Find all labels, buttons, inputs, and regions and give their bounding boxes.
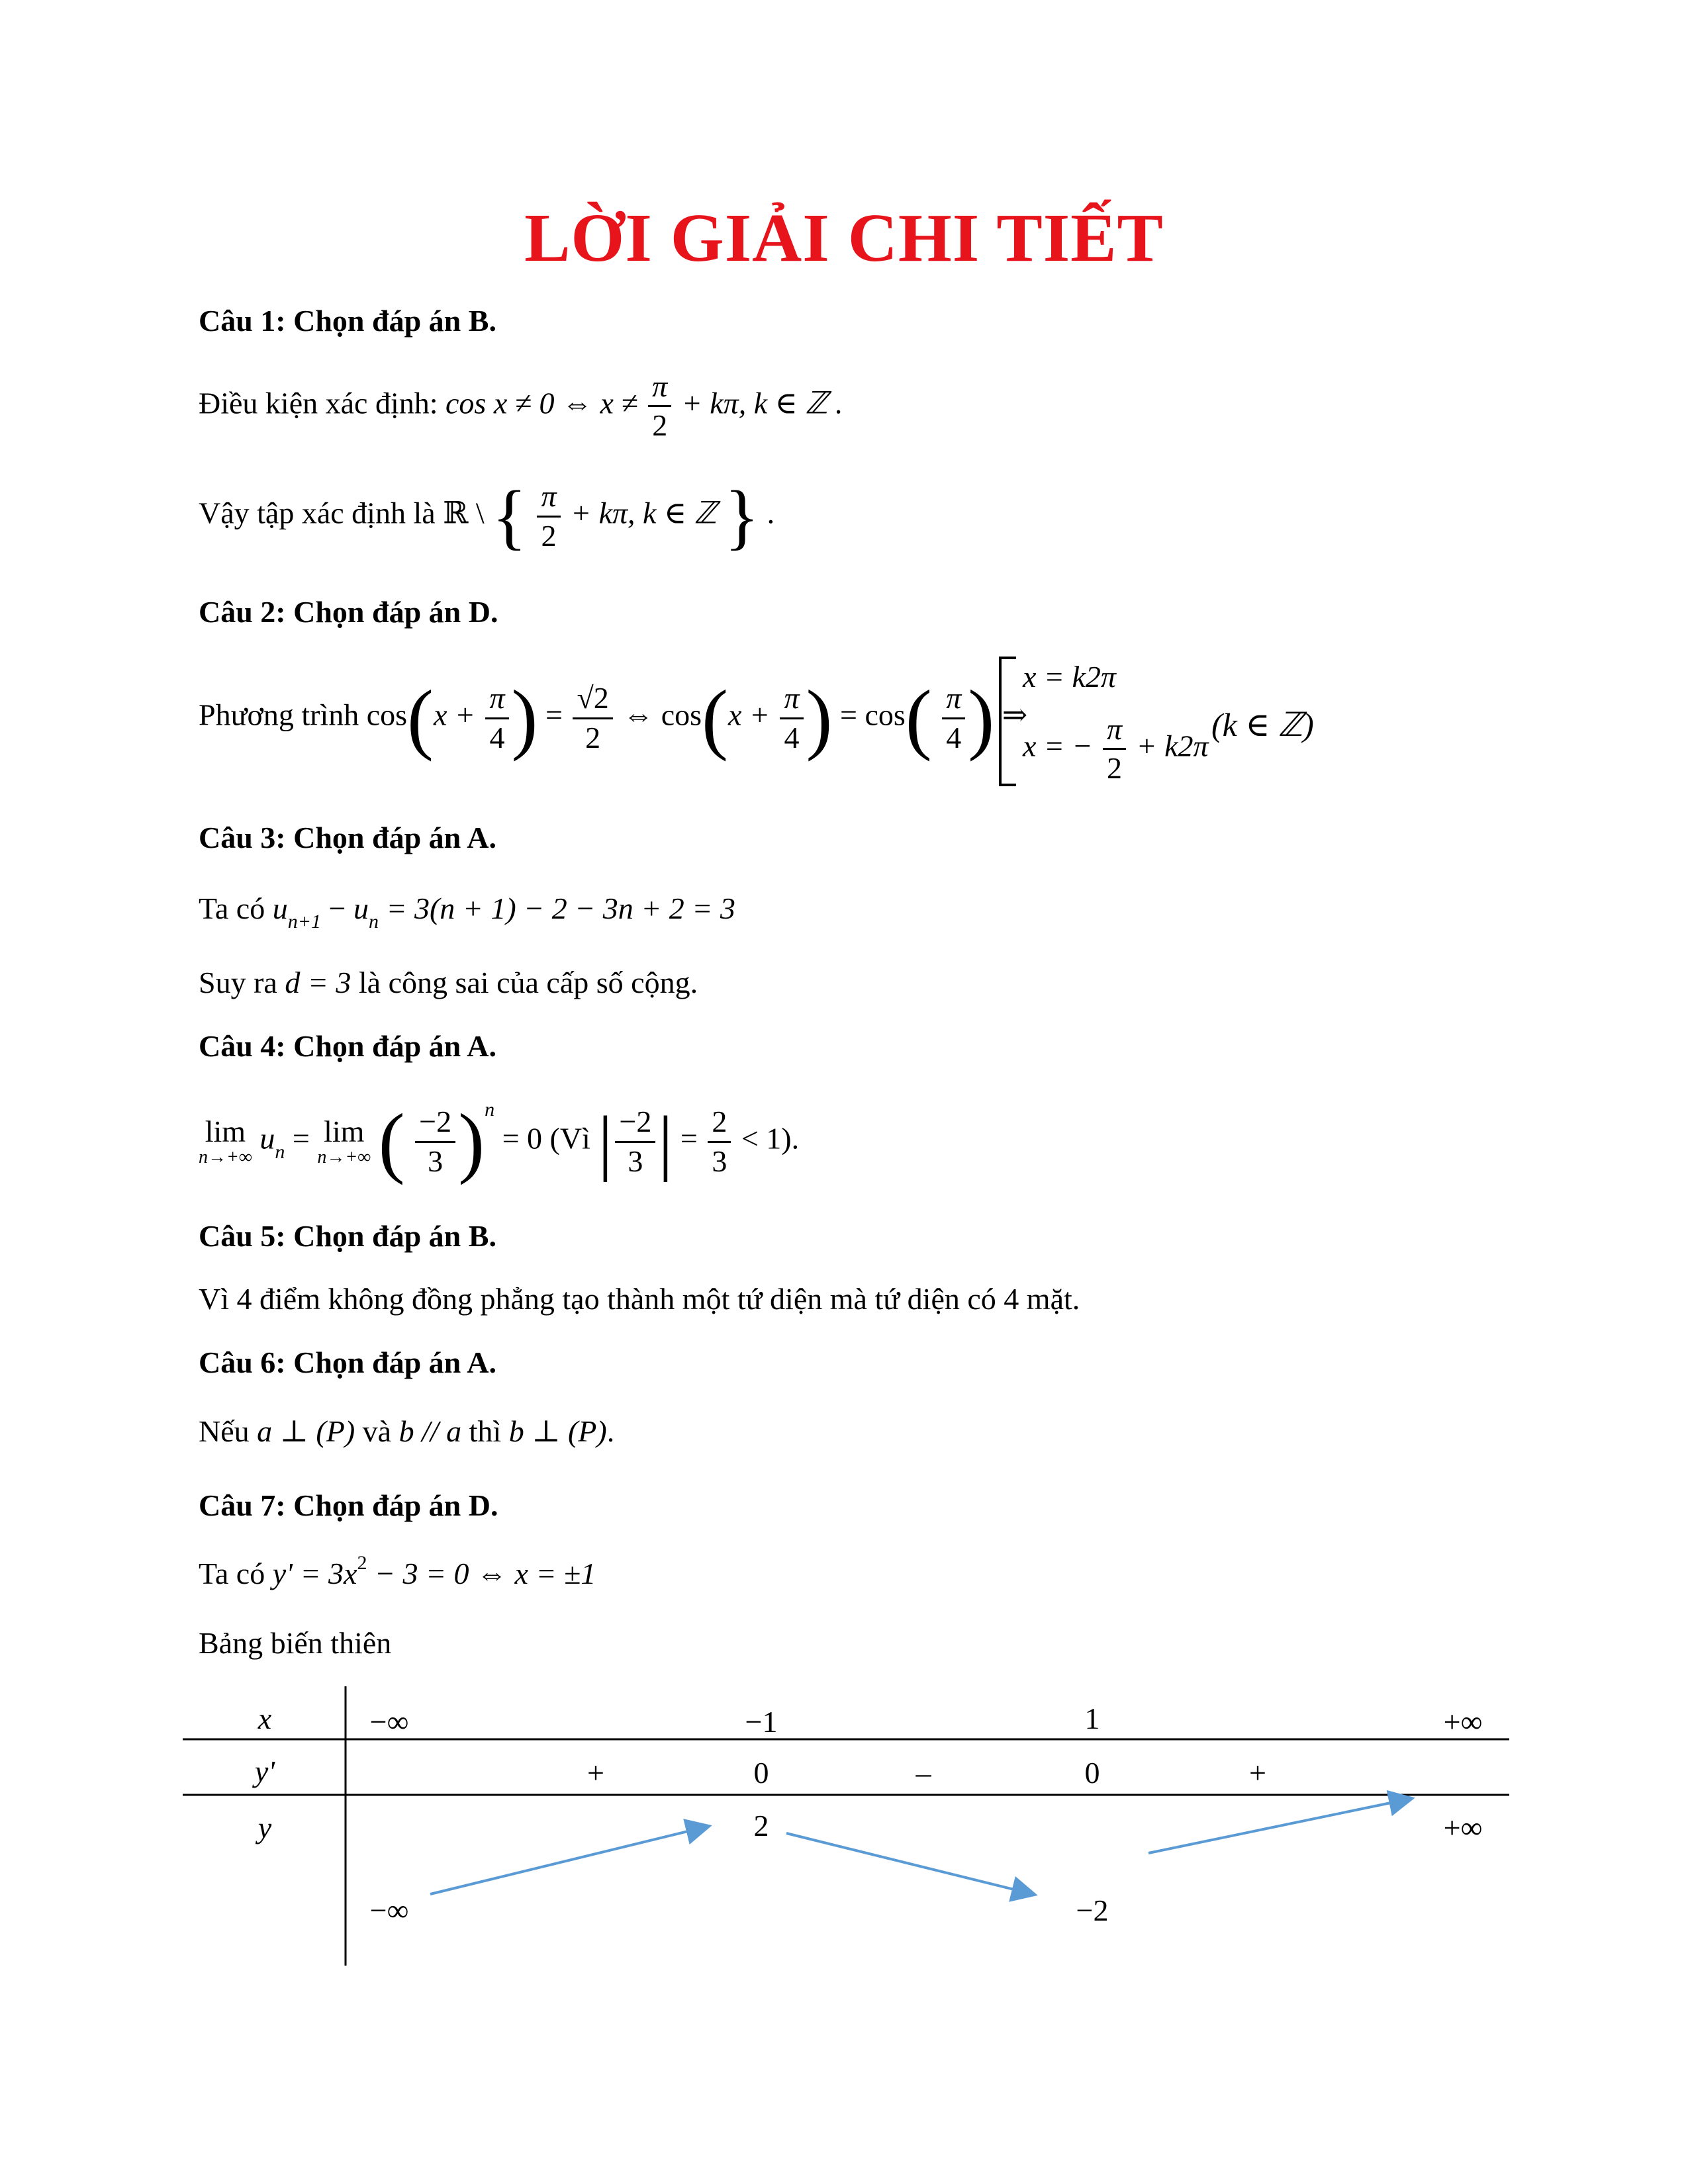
y-value: −2 bbox=[1076, 1893, 1109, 1927]
q1-line1-text: Điều kiện xác định: bbox=[199, 386, 438, 420]
q6-t3: thì bbox=[469, 1414, 502, 1448]
paren-close: ) bbox=[511, 674, 538, 762]
case2-b: + k2π bbox=[1136, 729, 1209, 763]
yprime-sign: 0 bbox=[1084, 1756, 1100, 1790]
vi-text: (Vì bbox=[549, 1121, 590, 1156]
q6-m1: a ⊥ (P) bbox=[257, 1414, 355, 1448]
yprime-sign: – bbox=[915, 1756, 931, 1790]
row-label-yprime: y' bbox=[254, 1754, 275, 1788]
x-plus: x + bbox=[434, 698, 475, 732]
subscript-n: n bbox=[368, 911, 379, 933]
subscript-n: n bbox=[275, 1140, 285, 1163]
y-value: +∞ bbox=[1443, 1811, 1483, 1844]
q3-heading: Câu 3: Chọn đáp án A. bbox=[199, 821, 496, 854]
x-value: −1 bbox=[745, 1705, 778, 1739]
fraction-denominator: 2 bbox=[652, 408, 668, 443]
q1-heading: Câu 1: Chọn đáp án B. bbox=[199, 304, 496, 338]
lim-word: lim bbox=[205, 1115, 246, 1149]
q3-line1-math: = 3(n + 1) − 2 − 3n + 2 = 3 bbox=[386, 891, 735, 925]
q5-text: Vì 4 điểm không đồng phẳng tạo thành một tứ diện mà tứ diện có 4 mặt. bbox=[199, 1282, 1080, 1316]
q6-end: . bbox=[606, 1414, 615, 1448]
lim-subscript: n→+∞ bbox=[317, 1147, 371, 1168]
cos-1: cos bbox=[366, 698, 408, 732]
fraction-numerator: π bbox=[485, 682, 508, 719]
fraction-numerator: π bbox=[942, 682, 965, 719]
q5-heading: Câu 5: Chọn đáp án B. bbox=[199, 1219, 496, 1253]
fraction-numerator: π bbox=[780, 682, 803, 719]
fraction-denominator: 2 bbox=[541, 518, 557, 553]
q3-line2-text-b: là công sai của cấp số cộng. bbox=[358, 966, 698, 999]
fraction-numerator: π bbox=[1103, 713, 1126, 750]
lim-subscript: n→+∞ bbox=[199, 1147, 252, 1168]
arrow-down bbox=[786, 1833, 1033, 1894]
paren-close: ) bbox=[806, 674, 833, 762]
equals: = bbox=[545, 698, 563, 732]
paren-open: ( bbox=[407, 674, 434, 762]
q3-line1: Ta có $u_{n+1} - u_n = 3(n + 1) - 2 - 3n + 2 = 3$ bbox=[199, 891, 735, 933]
x-plus: x + bbox=[728, 698, 770, 732]
q6-t2: và bbox=[362, 1414, 392, 1448]
q7-table-title: Bảng biến thiên bbox=[199, 1626, 392, 1660]
q7-math-a: y' = 3x bbox=[272, 1557, 357, 1590]
q7-line1-text: Ta có bbox=[199, 1557, 265, 1590]
fraction-denominator: 3 bbox=[712, 1144, 727, 1178]
q1-line2-end: . bbox=[767, 496, 775, 530]
x-value: −∞ bbox=[369, 1705, 409, 1739]
fraction-numerator: −2 bbox=[615, 1106, 655, 1142]
q4-heading: Câu 4: Chọn đáp án A. bbox=[199, 1029, 496, 1063]
y-value: −∞ bbox=[369, 1893, 409, 1927]
q6-m2: b // a bbox=[399, 1414, 462, 1448]
fraction-denominator: 4 bbox=[784, 720, 800, 754]
lim-word: lim bbox=[324, 1115, 365, 1149]
x-value: 1 bbox=[1084, 1702, 1100, 1735]
fraction-denominator: 4 bbox=[489, 720, 505, 754]
fraction-numerator: π bbox=[537, 480, 560, 517]
q6-m3: b ⊥ (P) bbox=[508, 1414, 607, 1448]
q2-case1: x = k2π bbox=[1023, 660, 1116, 694]
q4-limit: lim n→+∞ $u_n$ = lim n→+∞ ( $\frac{-2}{3}$ )$^n$ = 0 (Vì | $\frac{-2}{3}$ | = $\frac{2}{3}$ < 1). bbox=[199, 1097, 800, 1185]
q7-math-b: − 3 = 0 ⇔ x = ±1 bbox=[374, 1557, 596, 1590]
subscript-n1: n+1 bbox=[287, 911, 321, 933]
fraction-denominator: 2 bbox=[1107, 751, 1123, 786]
fraction-denominator: 3 bbox=[628, 1144, 643, 1178]
arrow-up-1 bbox=[430, 1827, 707, 1894]
paren-open: ( bbox=[702, 674, 728, 762]
paren-close: ) bbox=[968, 674, 995, 762]
row-label-y: y bbox=[258, 1811, 272, 1844]
u-symbol: u bbox=[353, 891, 369, 925]
u-symbol: u bbox=[259, 1121, 275, 1156]
q1-line2-text: Vậy tập xác định là bbox=[199, 496, 436, 530]
q2-heading: Câu 2: Chọn đáp án D. bbox=[199, 595, 498, 629]
cos-3: cos bbox=[865, 698, 906, 732]
superscript-2: 2 bbox=[357, 1552, 367, 1574]
abs-bar-left: | bbox=[598, 1101, 613, 1182]
fraction-denominator: 3 bbox=[428, 1144, 444, 1178]
eq-zero: = 0 bbox=[502, 1121, 543, 1156]
fraction-numerator: 2 bbox=[708, 1106, 731, 1142]
lt-one: < 1). bbox=[741, 1121, 800, 1156]
fraction-denominator: 2 bbox=[585, 720, 601, 754]
paren-open: ( bbox=[905, 674, 932, 762]
iff-symbol: ⇔ bbox=[623, 698, 654, 732]
q2-k-in-z: (k ∈ ℤ) bbox=[1211, 706, 1314, 743]
yprime-sign: + bbox=[587, 1756, 604, 1790]
fraction-numerator: −2 bbox=[415, 1106, 455, 1142]
q3-line2-math: d = 3 bbox=[285, 966, 352, 999]
q2-text: Phương trình bbox=[199, 698, 359, 732]
fraction-numerator: √2 bbox=[573, 682, 612, 719]
fraction-denominator: 4 bbox=[946, 720, 962, 754]
q1-line1-math-a: cos x ≠ 0 ⇔ x ≠ bbox=[445, 386, 638, 420]
left-brace: { bbox=[492, 476, 527, 557]
fraction-numerator: π bbox=[648, 371, 671, 407]
y-value: 2 bbox=[753, 1809, 769, 1843]
page-title: LỜI GIẢI CHI TIẾT bbox=[524, 200, 1164, 276]
u-symbol: u bbox=[272, 891, 288, 925]
cos-2: cos bbox=[661, 698, 702, 732]
yprime-sign: + bbox=[1249, 1756, 1266, 1790]
paren-close: ) bbox=[458, 1097, 485, 1185]
arrow-up-2 bbox=[1149, 1799, 1410, 1853]
equals: = bbox=[839, 698, 857, 732]
row-label-x: x bbox=[258, 1702, 272, 1735]
paren-open: ( bbox=[378, 1097, 405, 1185]
right-brace: } bbox=[724, 476, 760, 557]
q7-heading: Câu 7: Chọn đáp án D. bbox=[199, 1488, 498, 1522]
q1-line1-math-b: + kπ, k ∈ ℤ . bbox=[681, 386, 843, 420]
x-value: +∞ bbox=[1443, 1705, 1483, 1739]
abs-bar-right: | bbox=[658, 1101, 673, 1182]
q1-line2-math-a: ℝ \ bbox=[443, 496, 485, 530]
yprime-sign: 0 bbox=[753, 1756, 769, 1790]
q6-t1: Nếu bbox=[199, 1414, 250, 1448]
q3-line2-text-a: Suy ra bbox=[199, 966, 277, 999]
implies-symbol: ⇒ bbox=[1002, 698, 1028, 732]
q3-line1-text: Ta có bbox=[199, 891, 265, 925]
q6-heading: Câu 6: Chọn đáp án A. bbox=[199, 1345, 496, 1379]
q1-line2-math-b: + kπ, k ∈ ℤ bbox=[571, 496, 717, 530]
case2-a: x = − bbox=[1023, 729, 1093, 763]
superscript-n: n bbox=[485, 1098, 495, 1120]
